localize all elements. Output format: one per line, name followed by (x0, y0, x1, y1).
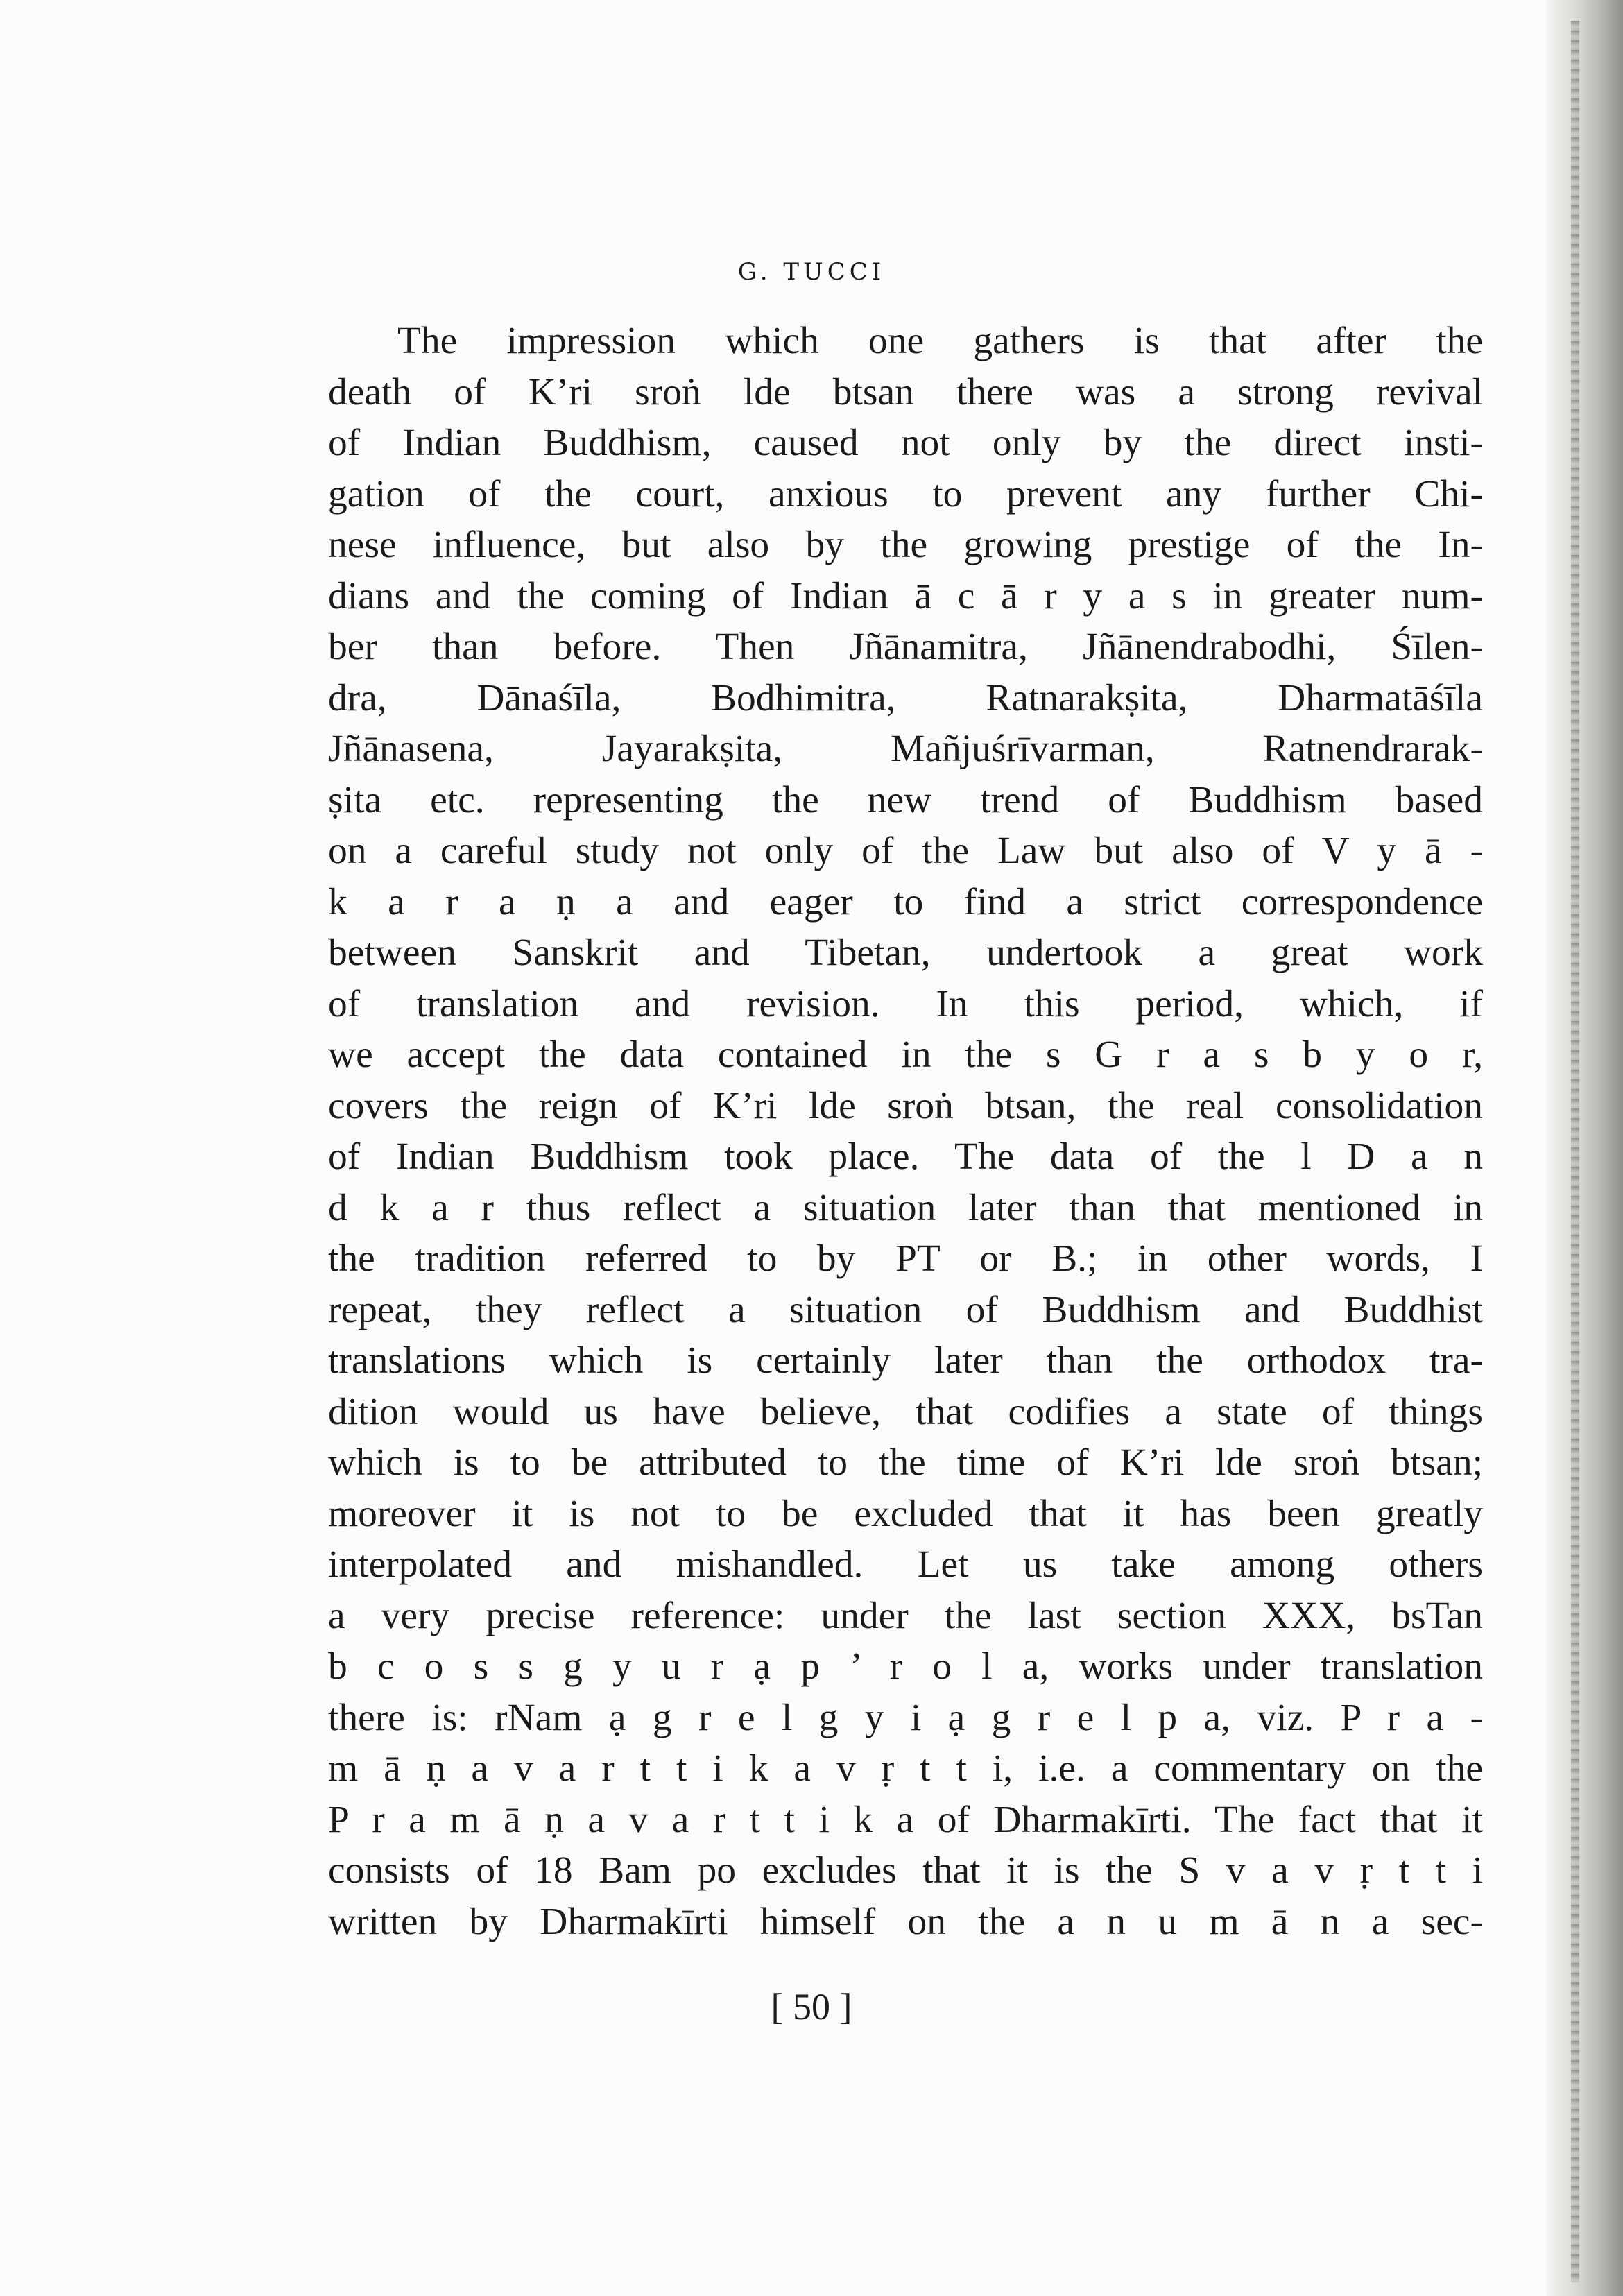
text-line: on a careful study not only of the Law but also of V y ā - (328, 830, 1483, 872)
text-line: d k a r thus reflect a situation later than that mentioned in (328, 1186, 1483, 1229)
text-line: of translation and revision. In this period, which, if (328, 982, 1483, 1025)
text-line: of Indian Buddhism took place. The data of the l D a n (328, 1136, 1483, 1178)
text-line: death of K’ri sroṅ lde btsan there was a strong revival (328, 370, 1483, 413)
text-line: covers the reign of K’ri lde sroṅ btsan, the real consolidation (328, 1084, 1483, 1127)
page-binding-edge (1547, 0, 1623, 2296)
text-line: m ā ṇ a v a r t t i k a v ṛ t t i, i.e. a commentary on the (328, 1747, 1483, 1790)
text-line: we accept the data contained in the s G r a s b y o r, (328, 1034, 1483, 1076)
text-line: dians and the coming of Indian ā c ā r y a s in greater num- (328, 574, 1483, 617)
text-line: ber than before. Then Jñānamitra, Jñānendrabodhi, Śīlen- (328, 626, 1483, 668)
text-line: The impression which one gathers is that after the (397, 320, 1483, 362)
text-line: the tradition referred to by PT or B.; in other words, I (328, 1237, 1483, 1280)
text-line: a very precise reference: under the last section XXX, bsTan (328, 1594, 1483, 1637)
body-paragraph (328, 316, 1483, 1947)
text-line: which is to be attributed to the time of K’ri lde sroṅ btsan; (328, 1441, 1483, 1484)
text-line: moreover it is not to be excluded that it has been greatly (328, 1492, 1483, 1535)
running-head: G. TUCCI (737, 258, 886, 286)
text-line: interpolated and mishandled. Let us take among others (328, 1543, 1483, 1586)
text-line: dition would us have believe, that codifies a state of things (328, 1390, 1483, 1433)
text-line: consists of 18 Bam po excludes that it is the S v a v ṛ t t i (328, 1849, 1483, 1892)
text-line: Jñānasena, Jayarakṣita, Mañjuśrīvarman, Ratnendrarak- (328, 728, 1483, 770)
text-line: nese influence, but also by the growing prestige of the In- (328, 524, 1483, 566)
text-line: gation of the court, anxious to prevent any further Chi- (328, 472, 1483, 515)
text-line: translations which is certainly later than the orthodox tra- (328, 1339, 1483, 1382)
text-line: of Indian Buddhism, caused not only by the direct insti- (328, 422, 1483, 464)
text-line: P r a m ā ṇ a v a r t t i k a of Dharmakīrti. The fact that it (328, 1798, 1483, 1841)
text-line: between Sanskrit and Tibetan, undertook a great work (328, 932, 1483, 974)
text-line: repeat, they reflect a situation of Buddhism and Buddhist (328, 1288, 1483, 1331)
text-line: b c o s s g y u r ạ p ’ r o l a, works under translation (328, 1645, 1483, 1688)
text-line: k a r a ṇ a and eager to find a strict correspondence (328, 880, 1483, 923)
text-line: written by Dharmakīrti himself on the a n u m ā n a sec- (328, 1900, 1483, 1943)
text-line: dra, Dānaśīla, Bodhimitra, Ratnarakṣita, Dharmatāśīla (328, 676, 1483, 719)
text-line: there is: rNam ạ g r e l g y i ạ g r e l p a, viz. P r a - (328, 1696, 1483, 1739)
text-line: ṣita etc. representing the new trend of Buddhism based (328, 778, 1483, 821)
page-number: [ 50 ] (771, 1986, 852, 2028)
